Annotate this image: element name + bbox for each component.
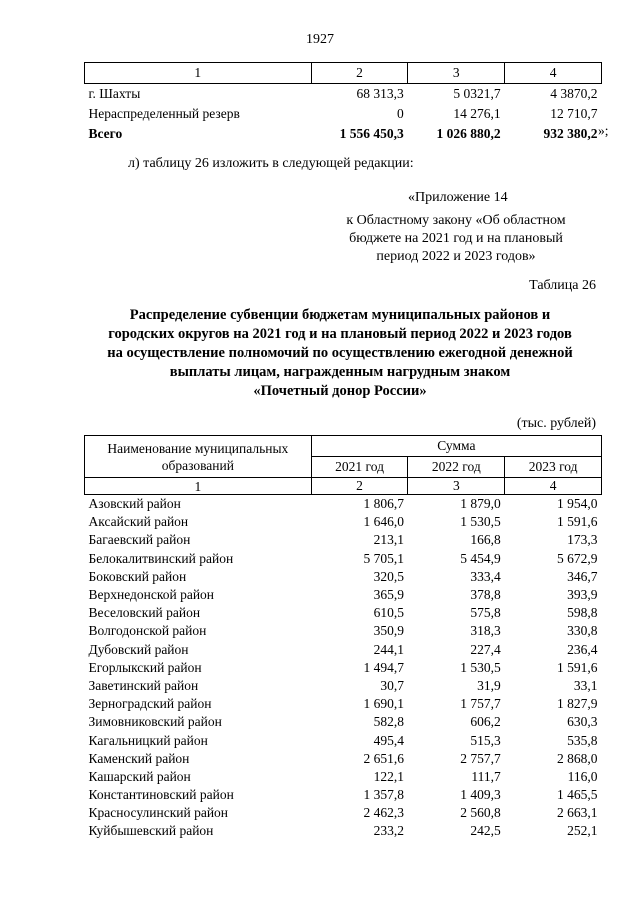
row-value-2023: 12 710,7 (550, 106, 598, 121)
row-value-2022: 1 530,5 (460, 659, 501, 675)
row-value-2021: 365,9 (373, 587, 404, 603)
heading-line: Распределение субвенции бюджетам муниципальных районов и (129, 307, 551, 323)
row-name: Веселовский район (88, 605, 201, 621)
appendix-title: «Приложение 14 (408, 190, 508, 205)
row-value-2022: 111,7 (471, 768, 501, 784)
header-row (85, 436, 602, 457)
header-cell: 2 (311, 63, 408, 84)
row-value-2023: 1 465,5 (557, 787, 598, 803)
row-value-2023: 5 672,9 (557, 550, 598, 566)
row-value-2022: 242,5 (470, 823, 501, 839)
row-name: Зерноградский район (88, 696, 212, 712)
row-value-2023: 2 868,0 (557, 750, 598, 766)
row-value-2022: 5 0321,7 (453, 86, 501, 101)
row-value-2023: 630,3 (567, 714, 598, 730)
row-value-2021: 1 806,7 (363, 496, 404, 512)
row-value-2023: 1 827,9 (557, 696, 598, 712)
table-row (85, 495, 602, 514)
col-sum-header: Сумма (311, 436, 601, 457)
row-value-2021: 1 494,7 (363, 659, 404, 675)
row-value-2023: 173,3 (567, 532, 598, 548)
row-value-2023: 2 663,1 (557, 805, 598, 821)
amendment-paragraph: л) таблицу 26 изложить в следующей редакции: (128, 156, 414, 171)
row-value-2023: 4 3870,2 (550, 86, 598, 101)
total-2021: 1 556 450,3 (339, 126, 404, 141)
table-row (85, 604, 602, 622)
table-row (85, 804, 602, 822)
appendix-line: период 2022 и 2023 годов» (376, 249, 536, 264)
total-2022: 1 026 880,2 (436, 126, 501, 141)
numbering-cell: 4 (505, 478, 602, 495)
row-name: Константиновский район (88, 787, 234, 803)
header-cell: 4 (505, 63, 602, 84)
numbering-row (85, 478, 602, 495)
row-value-2021: 2 462,3 (363, 805, 404, 821)
row-value-2022: 515,3 (470, 732, 501, 748)
table-row (85, 731, 602, 749)
row-value-2022: 1 409,3 (460, 787, 501, 803)
subvention-table (84, 435, 602, 841)
row-value-2022: 575,8 (470, 605, 501, 621)
row-value-2023: 116,0 (567, 768, 598, 784)
row-value-2023: 535,8 (567, 732, 598, 748)
continued-table-header (85, 63, 602, 84)
header-cell: 1 (85, 63, 312, 84)
total-label: Всего (88, 126, 123, 141)
numbering-cell: 2 (311, 478, 408, 495)
row-value-2022: 31,9 (477, 677, 501, 693)
row-value-2021: 213,1 (373, 532, 404, 548)
row-value-2021: 495,4 (373, 732, 404, 748)
row-value-2023: 236,4 (567, 641, 598, 657)
row-value-2022: 166,8 (470, 532, 501, 548)
table-row (85, 568, 602, 586)
row-value-2023: 330,8 (567, 623, 598, 639)
row-name: Каменский район (88, 750, 190, 766)
col-2023-header: 2023 год (505, 457, 602, 478)
row-name: Нераспределенный резерв (88, 106, 240, 121)
table-row (85, 84, 602, 105)
table-row (85, 586, 602, 604)
header-cell: 3 (408, 63, 505, 84)
row-value-2021: 5 705,1 (363, 550, 404, 566)
col-name-header: Наименование муниципальных образований (85, 436, 312, 478)
row-name: Куйбышевский район (88, 823, 214, 839)
row-value-2022: 1 757,7 (460, 696, 501, 712)
row-value-2022: 1 530,5 (460, 514, 501, 530)
row-value-2022: 5 454,9 (460, 550, 501, 566)
table-row (85, 750, 602, 768)
row-value-2021: 244,1 (373, 641, 404, 657)
row-value-2021: 2 651,6 (363, 750, 404, 766)
row-name: Егорлыкский район (88, 659, 202, 675)
row-name: Кашарский район (88, 768, 191, 784)
row-value-2022: 333,4 (470, 568, 501, 584)
row-value-2022: 1 879,0 (460, 496, 501, 512)
total-row (85, 124, 602, 144)
row-value-2021: 320,5 (373, 568, 404, 584)
numbering-cell: 3 (408, 478, 505, 495)
row-name: Багаевский район (88, 532, 191, 548)
row-value-2022: 2 560,8 (460, 805, 501, 821)
row-value-2023: 1 591,6 (557, 659, 598, 675)
table-row (85, 695, 602, 713)
row-value-2023: 252,1 (567, 823, 598, 839)
table-heading (90, 306, 590, 401)
quote-close: »; (598, 123, 609, 138)
appendix-line: к Областному закону «Об областном (346, 213, 566, 228)
row-value-2023: 33,1 (573, 677, 598, 693)
heading-line: на осуществление полномочий по осуществлению ежегодной денежной (107, 345, 573, 361)
row-value-2022: 606,2 (470, 714, 501, 730)
row-value-2022: 227,4 (470, 641, 501, 657)
row-value-2021: 0 (397, 106, 404, 121)
table-row (85, 513, 602, 531)
table-row (85, 550, 602, 568)
row-value-2021: 30,7 (380, 677, 404, 693)
table-row (85, 822, 602, 840)
row-value-2021: 1 357,8 (363, 787, 404, 803)
row-value-2023: 346,7 (567, 568, 598, 584)
table-number: Таблица 26 (529, 278, 596, 293)
row-value-2022: 378,8 (470, 587, 501, 603)
row-value-2021: 1 646,0 (363, 514, 404, 530)
row-name: Азовский район (88, 496, 181, 512)
row-name: Зимовниковский район (88, 714, 222, 730)
col-2022-header: 2022 год (408, 457, 505, 478)
row-value-2021: 582,8 (373, 714, 404, 730)
row-value-2022: 2 757,7 (460, 750, 501, 766)
continued-table (84, 62, 602, 144)
page-number: 1927 (306, 32, 334, 47)
row-name: г. Шахты (88, 86, 141, 101)
heading-line: городских округов на 2021 год и на плановый период 2022 и 2023 годов (108, 326, 572, 342)
row-name: Дубовский район (88, 641, 189, 657)
table-row (85, 622, 602, 640)
table-row (85, 786, 602, 804)
row-value-2021: 122,1 (373, 768, 404, 784)
row-name: Белокалитвинский район (88, 550, 234, 566)
col-2021-header: 2021 год (311, 457, 408, 478)
numbering-cell: 1 (85, 478, 312, 495)
row-value-2022: 318,3 (470, 623, 501, 639)
units-label: (тыс. рублей) (516, 416, 596, 431)
row-value-2023: 1 954,0 (557, 496, 598, 512)
row-value-2021: 1 690,1 (363, 696, 404, 712)
row-value-2023: 393,9 (567, 587, 598, 603)
total-2023: 932 380,2 (543, 126, 598, 141)
row-name: Кагальницкий район (88, 732, 208, 748)
row-name: Волгодонской район (88, 623, 207, 639)
row-name: Боковский район (88, 568, 187, 584)
row-value-2021: 233,2 (373, 823, 404, 839)
row-name: Заветинский район (88, 677, 199, 693)
row-name: Красносулинский район (88, 805, 229, 821)
row-value-2022: 14 276,1 (453, 106, 501, 121)
table-row (85, 659, 602, 677)
appendix-line: бюджете на 2021 год и на плановый (349, 231, 563, 246)
table-row (85, 713, 602, 731)
table-row (85, 641, 602, 659)
row-value-2023: 1 591,6 (557, 514, 598, 530)
row-value-2021: 350,9 (373, 623, 404, 639)
table-row (85, 677, 602, 695)
table-row (85, 104, 602, 124)
table-row (85, 768, 602, 786)
table-row (85, 531, 602, 549)
row-value-2021: 610,5 (373, 605, 404, 621)
heading-line: выплаты лицам, награжденным нагрудным знаком (169, 364, 511, 380)
row-name: Аксайский район (88, 514, 189, 530)
row-name: Верхнедонской район (88, 587, 215, 603)
row-value-2021: 68 313,3 (356, 86, 404, 101)
appendix-reference (320, 212, 592, 266)
row-value-2023: 598,8 (567, 605, 598, 621)
heading-line: «Почетный донор России» (253, 383, 427, 399)
